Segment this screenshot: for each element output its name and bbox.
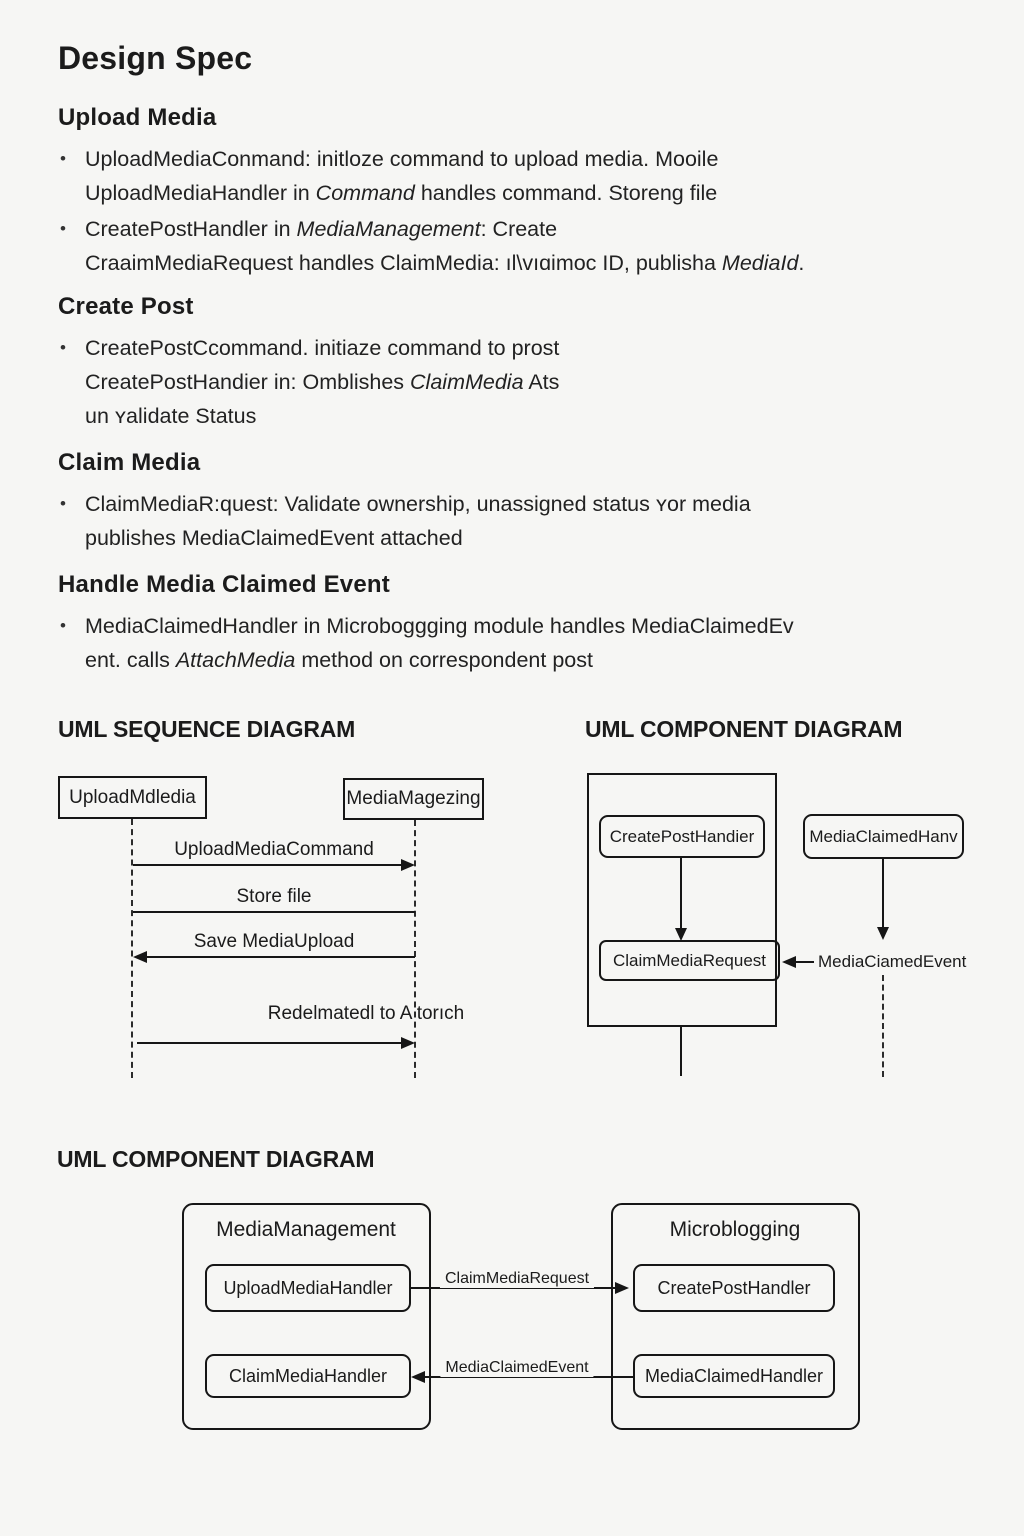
seq-message-label: UploadMediaCommand bbox=[174, 839, 374, 860]
section-claim-media bbox=[58, 449, 968, 555]
seq-message-line bbox=[133, 911, 415, 913]
bullet-item: • CreatePostHandler in MediaManagement: Create CraaimMediaRequest handles ClaimMedia: ıl\vıɑimoc ID, publisha MediaId. bbox=[58, 212, 968, 280]
section-upload-media bbox=[58, 104, 968, 280]
arrowhead-left-icon bbox=[411, 1371, 425, 1383]
bullet-list bbox=[58, 331, 968, 433]
arrowhead-right-icon bbox=[401, 1037, 415, 1049]
bullet-item: • ClaimMediaR:quest: Validate ownership, unassigned status ʏor media publishes MediaClaimedEvent attached bbox=[58, 487, 968, 555]
connector-line bbox=[680, 1027, 682, 1076]
component-box-media-claimed-handler: MediaClaimedHandler bbox=[633, 1354, 835, 1398]
section-handle-media-claimed bbox=[58, 571, 968, 677]
event-label: MediaCiamedEvent bbox=[818, 952, 967, 971]
page-title: Design Spec bbox=[58, 40, 253, 76]
section-heading: Upload Media bbox=[58, 104, 217, 131]
dashed-line bbox=[882, 975, 884, 1077]
bullet-item: • MediaClaimedHandler in Microboggging module handles MediaClaimedEv ent. calls AttachMedia method on correspondent post bbox=[58, 609, 968, 677]
lifeline-left bbox=[131, 819, 133, 1078]
connector-line bbox=[680, 858, 682, 928]
component-diagram-heading: UML COMPONENT DIAGRAM bbox=[585, 716, 903, 742]
component-diagram-heading: UML COMPONENT DIAGRAM bbox=[57, 1146, 375, 1172]
arrowhead-left-icon bbox=[782, 956, 796, 968]
section-heading: Create Post bbox=[58, 293, 194, 320]
seq-message-label: Store file bbox=[236, 886, 312, 907]
component-box-create-post-handler: CreatePostHandier bbox=[599, 815, 765, 858]
seq-actor-media-magezing: MediaMagezing bbox=[343, 778, 484, 820]
arrowhead-right-icon bbox=[401, 859, 415, 871]
component-box-claim-media-request: ClaimMediaRequest bbox=[599, 940, 780, 981]
bullet-item: • CreatePostCcommand. initiaze command to prost CreatePostHandier in: Omblishes ClaimMedia Ats un ʏalidate Status bbox=[58, 331, 968, 433]
section-heading: Claim Media bbox=[58, 449, 201, 476]
seq-message-line bbox=[137, 1042, 403, 1044]
module-title: MediaManagement bbox=[216, 1218, 396, 1241]
seq-message-line bbox=[146, 956, 415, 958]
bullet-list bbox=[58, 609, 968, 677]
connector-line bbox=[882, 859, 884, 927]
bullet-list bbox=[58, 487, 968, 555]
seq-actor-upload-media: UploadMdledia bbox=[58, 776, 207, 819]
component-container bbox=[587, 773, 777, 1027]
bullet-item: • UploadMediaConmand: initloze command to upload media. Mooile UploadMediaHandler in Command handles command. Storeng file bbox=[58, 142, 968, 210]
section-create-post bbox=[58, 293, 968, 433]
arrowhead-left-icon bbox=[133, 951, 147, 963]
connector-line bbox=[795, 961, 814, 963]
component-box-claim-media-handler: ClaimMediaHandler bbox=[205, 1354, 411, 1398]
component-box-upload-media-handler: UploadMediaHandler bbox=[205, 1264, 411, 1312]
seq-message-label: Save MediaUpload bbox=[193, 931, 355, 952]
component-box-create-post-handler-2: CreatePostHandler bbox=[633, 1264, 835, 1312]
seq-message-label: Redelmatedl to A torıch bbox=[267, 1003, 465, 1024]
component-box-media-claimed: MediaClaimedHanv bbox=[803, 814, 964, 859]
arrow-label: MediaClaimedEvent bbox=[440, 1359, 593, 1377]
section-heading: Handle Media Claimed Event bbox=[58, 571, 390, 598]
sequence-diagram-heading: UML SEQUENCE DIAGRAM bbox=[58, 716, 356, 742]
arrowhead-right-icon bbox=[615, 1282, 629, 1294]
bullet-list bbox=[58, 142, 968, 280]
module-title: Microblogging bbox=[669, 1218, 801, 1241]
seq-message-line bbox=[133, 864, 403, 866]
arrow-label: ClaimMediaRequest bbox=[440, 1270, 594, 1288]
arrowhead-down-icon bbox=[877, 927, 889, 940]
